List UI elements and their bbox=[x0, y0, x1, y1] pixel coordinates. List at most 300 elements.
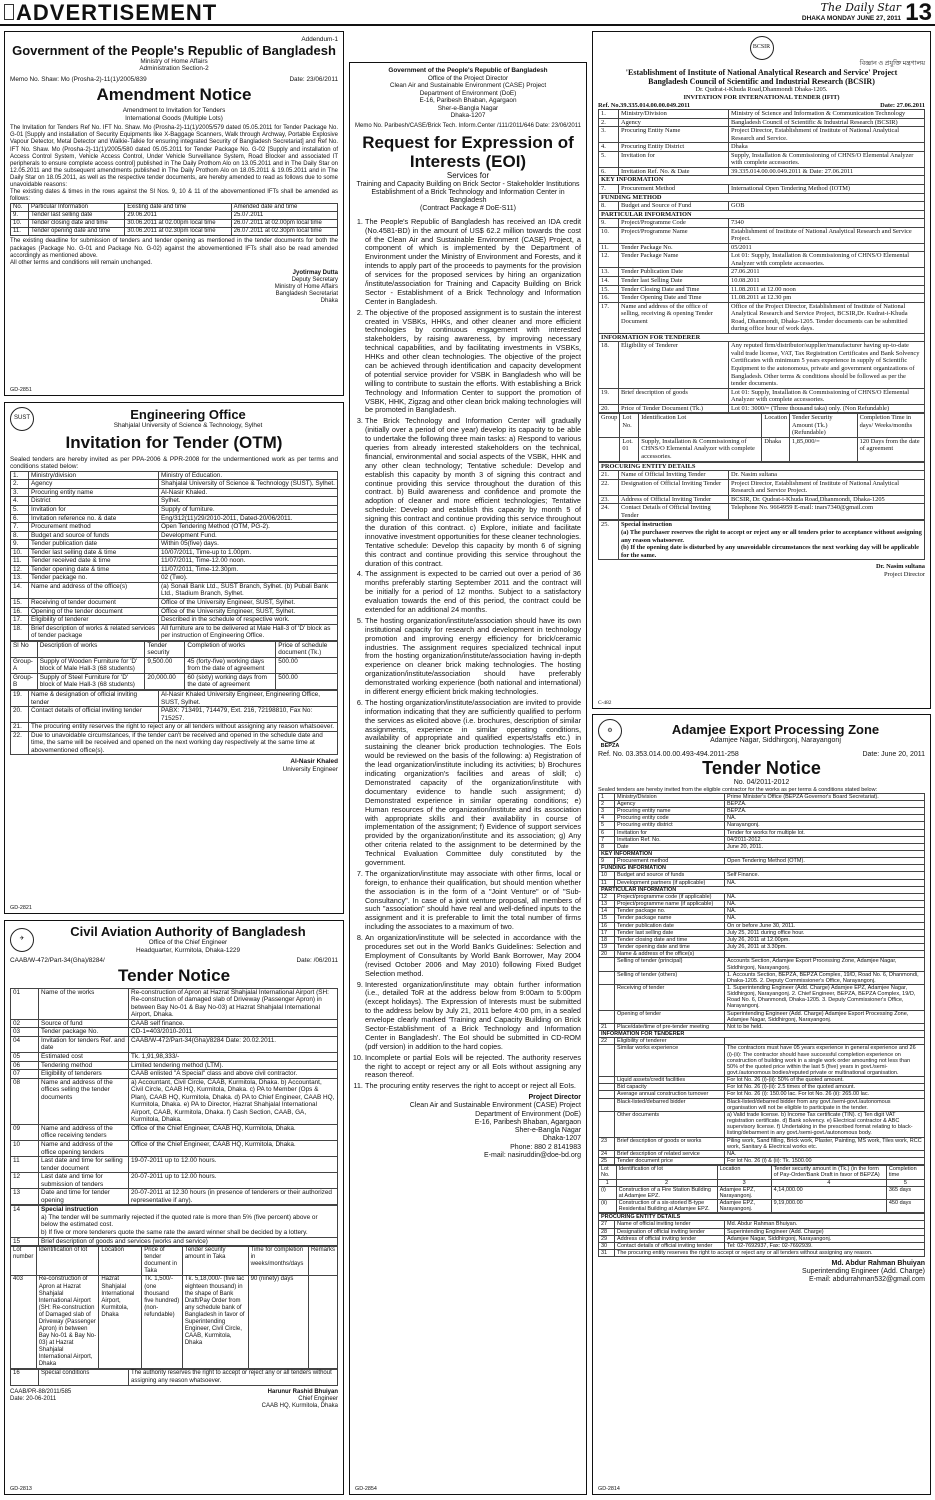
table-row bbox=[11, 228, 338, 236]
table-cell: 12 bbox=[599, 893, 615, 900]
table-row bbox=[11, 707, 338, 723]
table-cell: Prime Minister's Office (BEPZA Governor's Board Secretariat). bbox=[725, 793, 925, 800]
table-row bbox=[599, 127, 925, 143]
table-cell: Eligibility of tenderer bbox=[615, 1038, 725, 1045]
table-cell: Re-construction of Apron at Hazrat Shahjalal International Airport (SH: Re-construction of damaged slab of Driveway (Passenger Apron) in between Bay No-01 & Bay No-03) at Hazrat Shahjalal International Airport, Dhaka. bbox=[129, 988, 338, 1019]
table-cell: 07 bbox=[11, 1070, 39, 1079]
table-row bbox=[599, 984, 925, 1010]
table-cell: Agency bbox=[615, 800, 725, 807]
table-cell: For lot No. 26 (i)-(ii): 50% of the quoted amount. bbox=[725, 1077, 925, 1084]
ad-addr-1: E-16, Paribesh Bhaban, Agargaon bbox=[419, 97, 517, 105]
table-cell: 21. bbox=[599, 471, 619, 480]
table-cell: 11/07/2011, Time-12.00 noon. bbox=[159, 557, 338, 566]
table-cell: Tender Package No. bbox=[619, 243, 729, 252]
table-cell: Location bbox=[717, 1166, 771, 1179]
signer-line-4: Sher-e-Bangla Nagar bbox=[514, 1127, 581, 1135]
table-cell bbox=[599, 1091, 615, 1098]
table-cell: 28 bbox=[599, 1228, 615, 1235]
table-row bbox=[599, 151, 925, 167]
eoi-paragraph: 7. The organization/institute may associate with other firms, local or foreign, to enhance their qualification, but should mention whether the association is in the form of a "Joint Venture" or of "Sub-Consultancy". In case of a joint venture proposal, all members of such "association" should have real and well-defined inputs to the assignment and it is preferable to limit the total number of firms including the associates to a maximum of two. bbox=[365, 870, 581, 932]
table-row bbox=[599, 1111, 925, 1137]
table-cell: Tender Package Name bbox=[619, 252, 729, 268]
cond-label: Special conditions bbox=[39, 1370, 129, 1385]
table-row bbox=[11, 1189, 338, 1205]
table-row bbox=[11, 723, 338, 732]
table-cell: Contact details of official inviting tender bbox=[615, 1242, 725, 1249]
table-cell: Procuring entity district bbox=[615, 822, 725, 829]
ad-body-3: The existing deadline for submission of tenders and tender opening as mentioned in the tender documents for both the packages (Package No. G-01 and Package No. G-02) against the abovementioned IFTs shall also be read amended accordingly as mentioned above. bbox=[10, 238, 338, 259]
table-cell: 4 bbox=[599, 815, 615, 822]
table-cell: 21. bbox=[11, 723, 29, 732]
table-row bbox=[599, 1098, 925, 1111]
table-cell: 17 bbox=[599, 929, 615, 936]
table-cell: Receiving of tender bbox=[615, 984, 725, 1010]
table-row bbox=[599, 829, 925, 836]
table-cell: Project Director, Establishment of Institute of National Analytical Research and Service Project. bbox=[729, 479, 925, 495]
eoi-paragraph: 8. An organization/institute will be selected in accordance with the procedures set out in the World Bank's Guidelines: Selection and Employment of Consultants by World Bank Borrower, May 2004 (revised October 2006 and May 2010) following Fixed Budget Selection method. bbox=[365, 934, 581, 978]
table-cell: 7 bbox=[599, 836, 615, 843]
table-cell: 7340 bbox=[729, 219, 925, 228]
table-row bbox=[599, 843, 925, 850]
table-cell: Procuring entity name bbox=[615, 808, 725, 815]
amendment-table bbox=[10, 203, 338, 236]
signer-line-5: Dhaka-1207 bbox=[542, 1135, 581, 1143]
table-row bbox=[599, 872, 925, 879]
table-cell: BEPZA. bbox=[725, 808, 925, 815]
signer-title: University Engineer bbox=[282, 765, 338, 773]
table-cell: Sl No bbox=[11, 641, 38, 657]
table-cell: 23 bbox=[599, 1137, 615, 1150]
bepza-logo-icon: ⚙ bbox=[598, 719, 622, 743]
table-row bbox=[11, 557, 338, 566]
table-cell: Procurement Method bbox=[619, 184, 729, 193]
table-cell: Date bbox=[615, 843, 725, 850]
eoi-paragraph: 6. The hosting organization/institute/association are invited to provide information indicating that they are sufficiently qualified to perform the services as elicited above (i.e. brochures, description of similar assignments, experience in similar operating conditions, availability of appropriate and qualified experts/staffs etc.) in sustaining the cleaner brick production technologies. The EoIs would be reviewed on the basis of the following: a) Registration of the lead organization/institute including its activities; b) Brochures indicating organization's facilities and areas of skill; c) Demonstrated capacity of the organization/institute with documentary evidence to handle such assignment; d) Demonstrated experience in similar operating conditions; e) Human resources of the organization/institute and its association with appropriate skills and their availability in course of implementation of the assignment; f) Evidence of support services provided by the organization/institute and its association; g) Any other criteria related to the assignment to be determined by the Technical Evaluation Committee duly constituted by the government. bbox=[365, 699, 581, 868]
ad-addr-3: Dhaka-1207 bbox=[450, 112, 486, 120]
table-cell: 04/2011-2012. bbox=[725, 836, 925, 843]
table-cell: Tender package no. bbox=[29, 574, 159, 583]
table-cell: For lot No. 26 (i): 150.00 lac. For lot No. 26 (ii): 265.00 lac. bbox=[725, 1091, 925, 1098]
ref-date: Date: 27.06.2011 bbox=[880, 101, 925, 109]
table-cell: Name of the works bbox=[39, 988, 129, 1019]
table-row bbox=[11, 1019, 338, 1028]
bcsir-logo-icon: BCSIR bbox=[750, 36, 774, 60]
memo-date: Date: 23/06/2011 bbox=[289, 75, 338, 83]
table-cell: Adamjee EPZ, Narayangonj. bbox=[717, 1186, 771, 1199]
table-row bbox=[599, 951, 925, 958]
table-cell: Tender last Selling Date bbox=[619, 277, 729, 286]
ad-addr: Dr. Qudrat-i-Khuda Road,Dhanmondi Dhaka-1205. bbox=[695, 86, 828, 94]
table-row bbox=[599, 193, 925, 202]
table-cell: 14. bbox=[599, 277, 619, 286]
table-cell: For lot No. 26 (i)-(ii): 2.5 times of the quoted amount. bbox=[725, 1084, 925, 1091]
table-cell: Procurement method bbox=[615, 858, 725, 865]
table-cell: Liquid assets/credit facilities bbox=[615, 1077, 725, 1084]
ad-title: 'Establishment of Institute of National Analytical Research and Service' Project bbox=[625, 67, 898, 77]
table-cell: 450 days bbox=[886, 1199, 924, 1212]
table-row bbox=[599, 1091, 925, 1098]
ad-intro: Sealed tenders are hereby invited from the eligible contractor for the works as per terms & conditions stated below: bbox=[598, 786, 878, 793]
table-cell: 27.06.2011 bbox=[729, 268, 925, 277]
table-cell: Lot No. bbox=[620, 414, 639, 438]
table-row bbox=[11, 540, 338, 549]
table-cell: 11 bbox=[11, 1157, 39, 1173]
table-row bbox=[599, 922, 925, 929]
table-cell: 11. bbox=[11, 228, 29, 236]
table-row bbox=[11, 212, 338, 220]
table-cell: Open Tendering Method (OTM, PG-2). bbox=[159, 523, 338, 532]
table-cell: PROCURING ENTITY DETAILS bbox=[599, 462, 925, 471]
table-cell bbox=[599, 1098, 615, 1111]
ad-ref: GD-2854 bbox=[355, 1485, 377, 1492]
table-cell: All furniture are to be delivered at Male Hall-3 of 'D' block as per instruction of Engineering Office. bbox=[159, 624, 338, 640]
table-cell: Name and address of the offices selling the tender documents bbox=[39, 1078, 129, 1124]
table-cell: 12. bbox=[11, 565, 29, 574]
special-instruction-table: 25. Special instruction (a) The purchaser reserves the right to accept or reject any or all tenders prior to acceptance without assigning any reason whatsoever. (b) If the opening date is disturbed by any unavoidable circumstances the next working day will be applicable for the same. bbox=[598, 520, 925, 560]
table-cell: July 26, 2011 at 12.00pm. bbox=[725, 936, 925, 943]
signer-line-1: Clean Air and Sustainable Environment (CASE) Project bbox=[409, 1102, 581, 1110]
table-cell: Lot. 01 bbox=[620, 437, 639, 461]
signer-name: Harunur Rashid Bhuiyan bbox=[267, 1388, 338, 1395]
table-cell bbox=[599, 1077, 615, 1084]
table-cell: PARTICULAR INFORMATION bbox=[599, 210, 925, 219]
table-cell: 7. bbox=[11, 523, 29, 532]
table-cell: 1 bbox=[599, 793, 615, 800]
table-cell: 30.06.2011 at 02.30pm local time bbox=[125, 228, 231, 236]
table-cell: Amended date and time bbox=[231, 204, 337, 212]
table-row bbox=[599, 815, 925, 822]
table-cell: Tendering method bbox=[39, 1061, 129, 1070]
table-cell: 22 bbox=[599, 1038, 615, 1045]
table-cell: Name and address of the office opening tenders bbox=[39, 1141, 129, 1157]
ad-bcsir bbox=[592, 31, 931, 709]
table-cell: PABX: 713491, 714479, Ext. 216, 72198810, Fax No: 715257. bbox=[159, 707, 338, 723]
tender-details-table-2 bbox=[10, 690, 338, 755]
eoi-paragraphs bbox=[355, 218, 581, 1092]
ref-no: Ref. No.39.335.014.00.00.049.2011 bbox=[598, 101, 691, 109]
ad-doe-eoi bbox=[349, 62, 587, 1495]
table-cell: 90 (ninety) days bbox=[248, 1276, 308, 1369]
table-cell: Contact details of official inviting tender bbox=[29, 707, 159, 723]
table-row bbox=[599, 851, 925, 858]
table-cell: 10 bbox=[599, 872, 615, 879]
tender-details-table bbox=[10, 471, 338, 641]
table-cell: Procuring entity name bbox=[29, 488, 159, 497]
table-row bbox=[11, 624, 338, 640]
special-conditions-table: 16 Special conditions The authority reserves the right to accept or reject any or all tenders without assigning any reason whatsoever. bbox=[10, 1369, 338, 1385]
special-instruction-table: 14 Special instruction a) The tender will be summarily rejected if the quoted rate is more than 5% (five percent) above or below the estimated cost. b) If five or more tenderers quote the same rate the award winner shall be decided by a lottery. 15 Brief description of goods and services (works and service) bbox=[10, 1205, 338, 1246]
table-cell: 2. bbox=[11, 480, 29, 489]
table-cell: Invitation for bbox=[615, 829, 725, 836]
ad-section: Administration Section-2 bbox=[139, 65, 209, 73]
table-cell: Budget and source of funds bbox=[615, 872, 725, 879]
table-cell: 11. bbox=[599, 243, 619, 252]
table-cell: Name & address of the office(s) bbox=[615, 951, 725, 958]
table-cell: 20,000.00 bbox=[145, 673, 185, 689]
table-cell bbox=[725, 1038, 925, 1045]
table-cell: Identification of lot bbox=[36, 1247, 99, 1276]
table-cell: 2 bbox=[616, 1179, 717, 1186]
table-cell: Tender package no. bbox=[615, 908, 725, 915]
ad-addr: Adamjee Nagar, Siddhirgonj, Narayangonj bbox=[710, 737, 841, 745]
table-row bbox=[11, 616, 338, 625]
table-row bbox=[599, 479, 925, 495]
table-cell: Piling work, Sand filling, Brick work, Plaster, Painting, MS work, Tiles work, RCC work, Sanitary & Electrical works etc. bbox=[725, 1137, 925, 1150]
cond-text: The authority reserves the right to accept or reject any or all tenders without assigning any reason whatsoever. bbox=[129, 1370, 338, 1385]
eoi-paragraph: 3. The Brick Technology and Information Center will gradually (initially over a period of one year) develop its capacity to be able to undertake the following three main tasks: a) Respond to various queries from already interested stakeholders on the technical, financial, environmental and social aspects of the VSBK, HHK and any other clean technology; Tentative schedule: Develop and establish this capacity by month 3 of signing this contract and continue providing this service throughout the duration of this contract. b) Build awareness and confidence and promote the adoption of cleaner and more efficient technologies; Tentative schedule: Develop and establish this capacity by month 5 of signing this contract and continue providing this service throughout the duration of this contract. c) Explore, initiate and facilitate innovative investment opportunities for these cleaner technologies. Tentative schedule: Develop this capacity by month 6 of signing this contract and continue providing this service throughout the duration of this contract. bbox=[365, 417, 581, 568]
table-cell: Tel: 02-7692937, Fax: 02-7692939. bbox=[725, 1242, 925, 1249]
signer-title: Superintending Engineer (Add. Charge) bbox=[802, 1268, 925, 1276]
eoi-paragraph: 9. Interested organization/institute may obtain further information (i.e., detailed ToR at the address below from 9:00am to 5:00pm (except holidays). The Expression of Interests must be submitted to the address below by July 21, 2011 before 4:00 pm, in a sealed envelope clearly marked 'Training and Capacity Building on Brick Sector-Establishment of a Brick Technology and Information Center in Bangladesh'. The EoI should be submitted in CD-ROM (pdf version) in addition to the hard copies. bbox=[365, 981, 581, 1052]
table-cell: 1. Superintending Engineer (Add. Charge) Adamjee EPZ, Adamjee Nagar, Siddhirgonj, Narayangonj. 2. Chief Engineer, BEPZA, BEPZA Complex, 19/D, Road No. 6, Dhanmondi, Dhaka-1205. 3. Deputy Commissioner's Office, Narayangonj. bbox=[725, 984, 925, 1010]
foot-date: Date: 20-06-2011 bbox=[10, 1395, 57, 1402]
table-cell: INFORMATION FOR TENDERER bbox=[599, 333, 925, 342]
table-cell: 18. bbox=[599, 342, 619, 388]
table-cell: Accounts Section, Adamjee Export Processing Zone, Adamjee Nagar, Siddhirgonj, Narayangonj. bbox=[725, 958, 925, 971]
table-cell: 20 bbox=[599, 951, 615, 958]
table-row bbox=[599, 1045, 925, 1077]
table-row bbox=[599, 865, 925, 872]
table-row bbox=[599, 342, 925, 388]
table-cell: 1. Accounts Section, BEPZA, BEPZA Complex, 19/D, Road No. 6, Dhanmondi, Dhaka-1205. 2. Deputy Commissioner's Office, Narayangonj. bbox=[725, 971, 925, 984]
table-cell: Remarks bbox=[308, 1247, 337, 1276]
table-row bbox=[11, 497, 338, 506]
table-cell: 11.08.2011 at 12.30 pm bbox=[729, 294, 925, 303]
table-cell: Tender document price bbox=[615, 1158, 725, 1165]
table-row bbox=[599, 800, 925, 807]
table-cell: 01 bbox=[11, 988, 39, 1019]
table-cell: Establishment of Institute of National Analytical Research and Service Project. bbox=[729, 227, 925, 243]
table-row bbox=[11, 731, 338, 755]
table-cell: Opening of tender bbox=[615, 1010, 725, 1023]
table-cell: 18 bbox=[599, 936, 615, 943]
ad-title-2: Interests (EOI) bbox=[409, 151, 527, 171]
special-a: (a) The purchaser reserves the right to accept or reject any or all tenders prior to acceptance without assigning any reason whatsoever. bbox=[621, 528, 922, 544]
ad-body-2: The existing dates & times in the rows against the Sl Nos. 9, 10 & 11 of the abovementioned IFTs shall be amended as follows: bbox=[10, 188, 338, 203]
table-cell: Invitation reference no. & date bbox=[29, 514, 159, 523]
table-cell: Eligibility of tenderers bbox=[39, 1070, 129, 1079]
table-cell: Tender for works for multiple lot. bbox=[725, 829, 925, 836]
table-cell: CAAB enlisted "A Special" class and above civil contractor. bbox=[129, 1070, 338, 1079]
table-row bbox=[599, 822, 925, 829]
table-cell: Brief description of works & related services of tender package bbox=[29, 624, 159, 640]
table-row bbox=[599, 243, 925, 252]
table-cell: CAAB/W-472/Part-34(Gha)/8284 Date: 20.02.2011. bbox=[129, 1036, 338, 1052]
table-cell: 365 days bbox=[886, 1186, 924, 1199]
table-cell: Tender last selling date & time bbox=[29, 548, 159, 557]
table-cell: NA. bbox=[725, 915, 925, 922]
table-cell: BEPZA. bbox=[725, 800, 925, 807]
ad-addr-2: Sher-e-Bangla Nagar bbox=[437, 104, 499, 112]
ad-project: Clean Air and Sustainable Environment (CASE) Project bbox=[389, 82, 547, 90]
table-cell: Similar works experience bbox=[615, 1045, 725, 1077]
table-cell: Described in the schedule of respective work. bbox=[159, 616, 338, 625]
table-row bbox=[599, 793, 925, 800]
signer-email: E-mail: nasiruddin@doe-bd.org bbox=[484, 1151, 581, 1159]
table-cell: 7. bbox=[599, 184, 619, 193]
ad-org: Civil Aviation Authority of Bangladesh bbox=[70, 924, 306, 939]
table-row bbox=[599, 1077, 925, 1084]
table-cell: 1 bbox=[599, 1179, 617, 1186]
table-cell: 17. bbox=[11, 616, 29, 625]
page-number: 13 bbox=[905, 0, 932, 26]
table-row bbox=[599, 252, 925, 268]
table-row bbox=[599, 1214, 925, 1221]
table-cell: Procuring Entity District bbox=[619, 143, 729, 152]
table-row bbox=[11, 1078, 338, 1124]
tender-no: No. 04/2011-2012 bbox=[733, 778, 790, 786]
table-cell: Tender security bbox=[145, 641, 185, 657]
table-cell: 13 bbox=[11, 1189, 39, 1205]
table-cell: The contractors must have 05 years experience in general experience and 26 (i)-(ii): The contractor should have successful completion experience on construction of building work in a single work order amounting not less than 50% of the quoted price within the last 5 (five) years in govt./semi-govt./autonomous bodies/reputed private or multinational organisation. bbox=[725, 1045, 925, 1077]
table-cell: Sylhet. bbox=[159, 497, 338, 506]
table-cell: For lot No. 26 (i) & (ii): Tk. 1500.00 bbox=[725, 1158, 925, 1165]
ad-intro: Sealed tenders are hereby invited as per PPA-2006 & PPR-2008 for the undermentioned work as per terms and conditions stated below: bbox=[10, 455, 338, 471]
table-cell: 20-07-2011 at 12.30 hours (in presence of tenderers or their authorized representative if any). bbox=[129, 1189, 338, 1205]
table-cell: Project/Programme Code bbox=[619, 219, 729, 228]
table-row bbox=[599, 495, 925, 504]
table-cell: 4. bbox=[11, 497, 29, 506]
table-cell: Brief description of related service bbox=[615, 1150, 725, 1157]
table-cell: 30.06.2011 at 02.00pm local time bbox=[125, 220, 231, 228]
table-cell: Location bbox=[762, 414, 790, 438]
ad-org: Adamjee Export Processing Zone bbox=[671, 722, 880, 738]
table-row bbox=[599, 176, 925, 185]
tender-lots-table bbox=[598, 1165, 925, 1213]
table-cell: Brief description of goods bbox=[619, 388, 729, 404]
ad-ministry: Ministry of Home Affairs bbox=[140, 57, 208, 65]
table-row bbox=[11, 523, 338, 532]
table-cell: Tender opening date and time bbox=[615, 944, 725, 951]
table-cell: Tender last selling date bbox=[29, 212, 125, 220]
table-cell: 6. bbox=[11, 514, 29, 523]
table-cell: 24. bbox=[599, 504, 619, 520]
ad-civil-aviation bbox=[4, 920, 344, 1495]
table-cell: (ii) bbox=[599, 1199, 617, 1212]
table-cell: Dhaka bbox=[762, 437, 790, 461]
table-row bbox=[599, 1250, 925, 1257]
table-cell: Md. Abdur Rahman Bhuiyan. bbox=[725, 1221, 925, 1228]
table-row bbox=[599, 836, 925, 843]
table-cell: 15. bbox=[11, 598, 29, 607]
table-cell: Opening of the tender document bbox=[29, 607, 159, 616]
ad-ref: GD-2821 bbox=[10, 904, 32, 911]
table-cell: Project/Programme Name bbox=[619, 227, 729, 243]
table-cell: Tender security amount in Taka bbox=[182, 1247, 248, 1276]
signer-title: Deputy Secretary bbox=[291, 276, 338, 283]
table-cell: 10.08.2011 bbox=[729, 277, 925, 286]
table-cell bbox=[599, 984, 615, 1010]
table-cell: Tender closing date and time bbox=[29, 220, 125, 228]
table-cell: Group-B bbox=[11, 673, 38, 689]
table-cell: Re-construction of Apron at Hazrat Shahjalal International Airport (SH: Re-construction of Damaged slab of Driveway (Passenger Apron) in between Bay No-01 & Bay No-03) at Hazrat Shahjalal International Airport, Dhaka bbox=[36, 1276, 99, 1369]
table-cell: 26.07.2011 at 02.30pm local time bbox=[231, 228, 337, 236]
table-cell: NA. bbox=[725, 1150, 925, 1157]
ad-dept: Department of Environment (DoE) bbox=[419, 89, 517, 97]
memo-date: Date: 23/06/2011 bbox=[535, 122, 581, 129]
table-cell: Superintending Engineer (Add. Charge) Adamjee Export Processing Zone, Adamjee Nagar, Siddhirgonj, Narayangonj. bbox=[725, 1010, 925, 1023]
table-cell: 20. bbox=[11, 707, 29, 723]
table-cell: 4. bbox=[599, 143, 619, 152]
table-cell: Address of Official Inviting Tender bbox=[619, 495, 729, 504]
table-cell: Identification of lot bbox=[616, 1166, 717, 1179]
table-cell: 31 bbox=[599, 1250, 615, 1257]
table-row bbox=[11, 488, 338, 497]
table-row bbox=[11, 548, 338, 557]
table-cell: Name and address of the office of selling, receiving & opening Tender Document bbox=[619, 302, 729, 333]
table-cell: Project/programme code (if applicable) bbox=[615, 893, 725, 900]
table-row bbox=[599, 1235, 925, 1242]
table-cell: Construction of a Fire Station Building at Adamjee EPZ. bbox=[616, 1186, 717, 1199]
table-row bbox=[11, 1028, 338, 1037]
table-cell bbox=[308, 1276, 337, 1369]
table-cell: Supply, Installation & Commissioning of CHNS/O Elemental Analyzer with complete accessories. bbox=[639, 437, 762, 461]
table-cell: Black-listed/debarred bidder bbox=[615, 1098, 725, 1111]
table-cell: 13. bbox=[11, 574, 29, 583]
table-row bbox=[11, 514, 338, 523]
table-cell: 14 bbox=[599, 908, 615, 915]
table-cell: GOB bbox=[729, 202, 925, 211]
table-cell: 5 bbox=[599, 822, 615, 829]
table-row bbox=[11, 480, 338, 489]
table-header-row bbox=[11, 204, 338, 212]
ad-services: Services for bbox=[446, 171, 490, 181]
table-row bbox=[11, 582, 338, 598]
bepza-label: BEPZA bbox=[600, 743, 620, 749]
table-cell: 8. bbox=[599, 202, 619, 211]
signer-line-2: Department of Environment (DoE) bbox=[475, 1110, 581, 1118]
table-cell: Procuring entity code bbox=[615, 815, 725, 822]
table-cell: 20-07-2011 up to 12.00 hours. bbox=[129, 1173, 338, 1189]
table-cell: 3. bbox=[599, 127, 619, 143]
table-row bbox=[599, 1150, 925, 1157]
ad-subtitle-2: International Goods (Multiple Lots) bbox=[125, 114, 223, 122]
signer-email: E-mail: abdurrahman532@gmail.com bbox=[808, 1275, 925, 1283]
table-cell: 17. bbox=[599, 302, 619, 333]
table-row bbox=[11, 505, 338, 514]
table-cell: 22. bbox=[599, 479, 619, 495]
table-cell: (i) bbox=[599, 1186, 617, 1199]
table-cell: Tender package name bbox=[615, 915, 725, 922]
table-cell: Estimated cost bbox=[39, 1053, 129, 1062]
table-cell: 5. bbox=[599, 151, 619, 167]
table-row bbox=[11, 1061, 338, 1070]
table-cell: The procuring entity reserves the right to accept or reject any or all tenders without assigning any reason. bbox=[615, 1250, 925, 1257]
ad-ref: GD-2813 bbox=[10, 1485, 32, 1492]
table-row bbox=[599, 971, 925, 984]
table-cell: 15. bbox=[599, 285, 619, 294]
table-row bbox=[599, 471, 925, 480]
table-cell: Name of Official Inviting Tender bbox=[619, 471, 729, 480]
table-cell: Tender opening date and time bbox=[29, 228, 125, 236]
table-cell: Hazrat Shahjalal International Airport, Kurmitola, Dhaka bbox=[99, 1276, 142, 1369]
table-row bbox=[599, 110, 925, 119]
table-row bbox=[599, 462, 925, 471]
table-cell: Development Fund. bbox=[159, 531, 338, 540]
table-cell: Completion time bbox=[886, 1166, 924, 1179]
tender-details-table bbox=[598, 793, 925, 1165]
table-cell: KEY INFORMATION bbox=[599, 851, 925, 858]
table-cell: District bbox=[29, 497, 159, 506]
table-cell: PARTICULAR INFORMATION bbox=[599, 886, 925, 893]
table-row bbox=[11, 1070, 338, 1079]
table-cell: a) Accountant, Civil Circle, CAAB, Kurmitola, Dhaka. b) Accountant, Civil Circle, CAAB HQ, Kurmitola, Dhaka. c) PA to Member (Ops & Plan), CAAB HQ, Kurmitola, Dhaka. d) PA to Chief Engineer, CAAB HQ, Kurmitola, Dhaka. e) PA to Director, Hazrat Shahjalal International Airport, CAAB, Kurmitola, Dhaka. f) Cash Section, CAAB, GA, Kurmitola, Dhaka. bbox=[129, 1078, 338, 1124]
table-cell: 16 bbox=[599, 922, 615, 929]
table-row bbox=[11, 607, 338, 616]
ad-org: Engineering Office bbox=[130, 407, 246, 423]
table-cell: 13 bbox=[599, 901, 615, 908]
table-cell: 04 bbox=[11, 1036, 39, 1052]
